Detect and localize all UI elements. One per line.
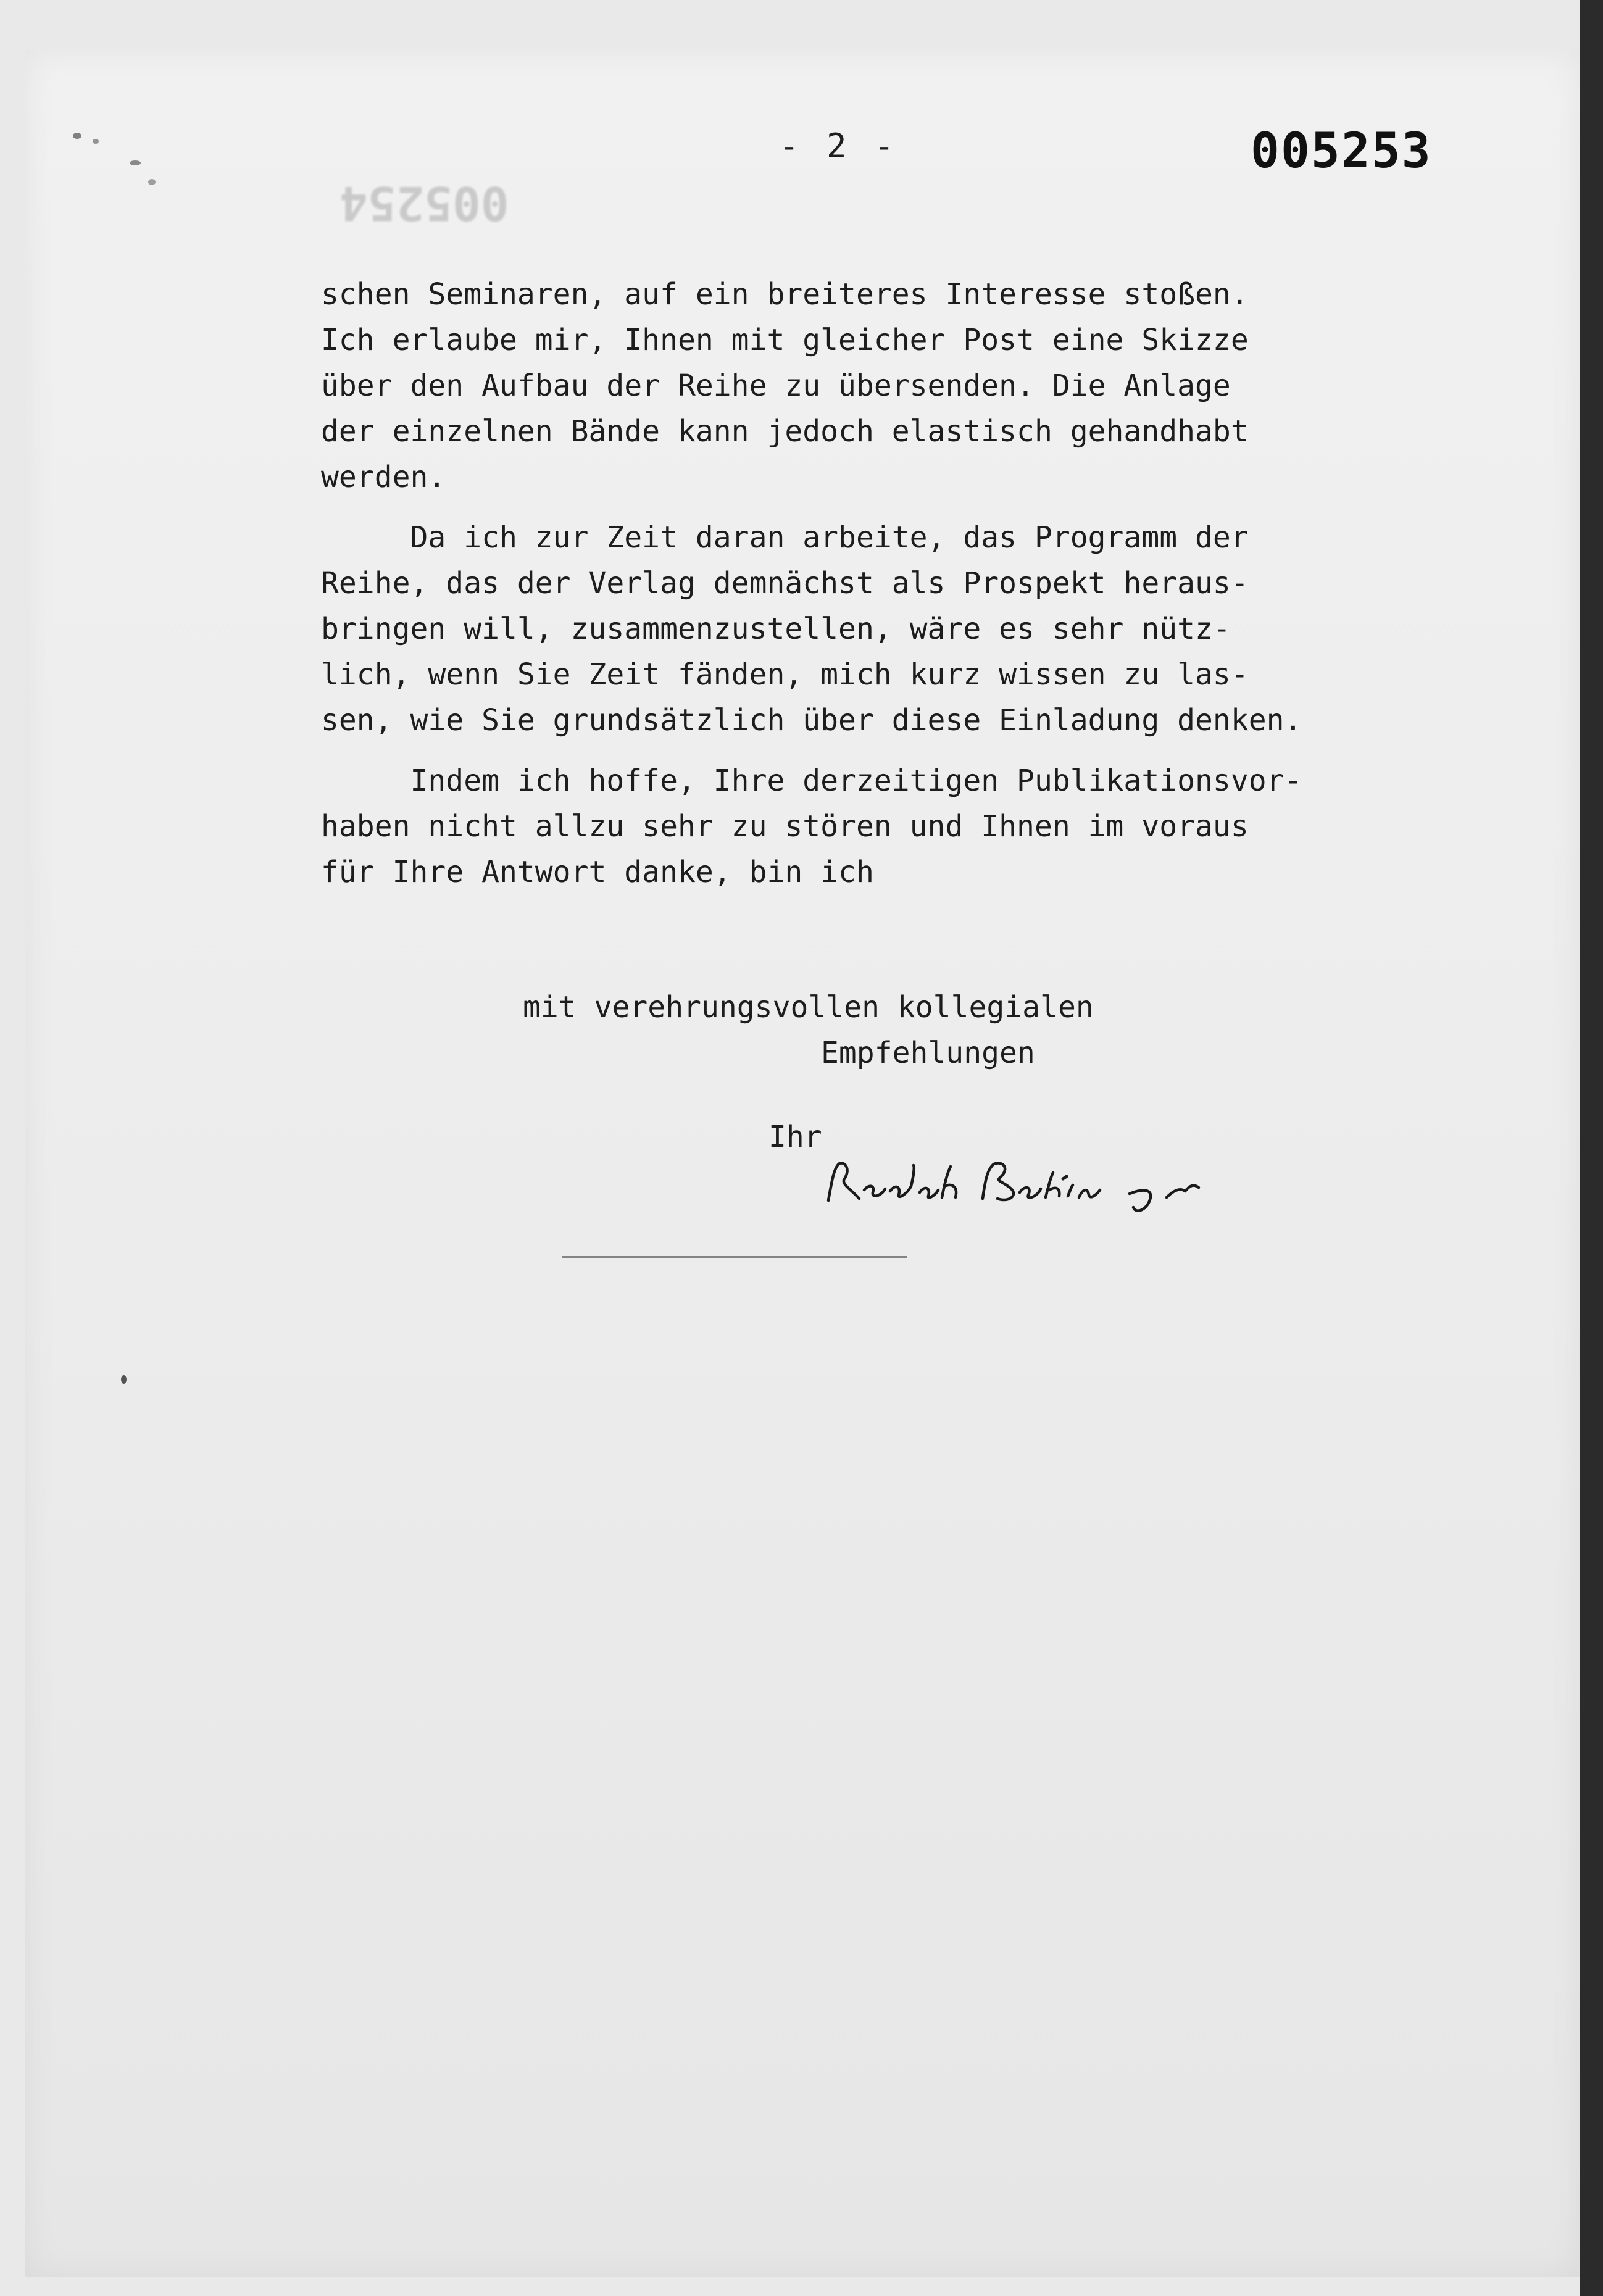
closing-line-1: mit verehrungsvollen kollegialen [523, 990, 1094, 1025]
paragraph-1 [321, 272, 1407, 500]
scan-speck [148, 179, 156, 185]
paragraph-2 [321, 515, 1407, 743]
text-line: lich, wenn Sie Zeit fänden, mich kurz wissen zu las- [321, 657, 1249, 692]
closing-line-2: Empfehlungen [821, 1036, 1035, 1070]
text-line: sen, wie Sie grundsätzlich über diese Einladung denken. [321, 703, 1302, 738]
bleed-through-number: 005254 [339, 176, 509, 231]
signature-rule [562, 1256, 907, 1258]
text-line: bringen will, zusammenzustellen, wäre es sehr nütz- [321, 612, 1231, 646]
letter-body [321, 272, 1407, 910]
document-number-stamp: 005253 [1251, 123, 1432, 179]
text-line: haben nicht allzu sehr zu stören und Ihnen im voraus [321, 809, 1249, 844]
scan-speck [121, 1375, 127, 1384]
handwritten-signature [821, 1142, 1253, 1222]
scan-speck [73, 133, 81, 139]
text-line: schen Seminaren, auf ein breiteres Interesse stoßen. [321, 277, 1249, 312]
page-number: - 2 - [779, 127, 898, 165]
text-line: werden. [321, 460, 446, 494]
text-line: über den Aufbau der Reihe zu übersenden. Die Anlage [321, 368, 1231, 403]
text-line: Da ich zur Zeit daran arbeite, das Programm der [321, 520, 1249, 555]
scan-border [1580, 0, 1603, 2296]
closing-line-3: Ihr [768, 1120, 822, 1154]
text-line: Reihe, das der Verlag demnächst als Prospekt heraus- [321, 566, 1249, 601]
scan-speck [130, 160, 141, 165]
paragraph-3 [321, 758, 1407, 895]
text-line: Ich erlaube mir, Ihnen mit gleicher Post eine Skizze [321, 323, 1249, 357]
text-line: für Ihre Antwort danke, bin ich [321, 855, 874, 889]
text-line: Indem ich hoffe, Ihre derzeitigen Publikationsvor- [321, 763, 1302, 798]
text-line: der einzelnen Bände kann jedoch elastisch gehandhabt [321, 414, 1249, 449]
scan-speck [93, 139, 99, 144]
